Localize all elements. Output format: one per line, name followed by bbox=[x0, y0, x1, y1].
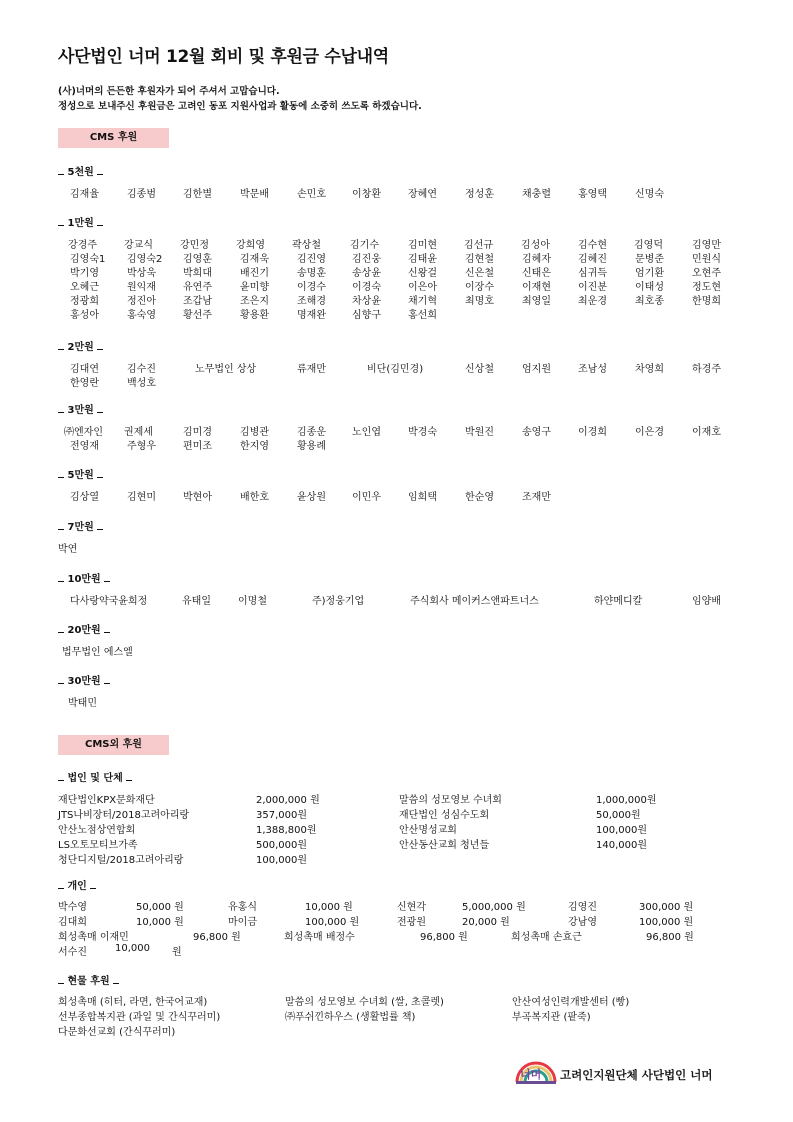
corp-section-label: 법인 및 단체 bbox=[58, 769, 132, 784]
donor-name: 김수현 bbox=[578, 240, 607, 251]
name-row bbox=[0, 306, 793, 320]
name-row bbox=[0, 185, 793, 199]
indiv-name: 희성촉매 이재민 bbox=[58, 932, 129, 943]
donor-name: 비단(김민경) bbox=[367, 364, 424, 375]
cms-group-amount: 2만원 bbox=[67, 342, 94, 353]
cms-group-amount: 3만원 bbox=[67, 405, 94, 416]
name-row bbox=[0, 250, 793, 264]
donor-name: 황용례 bbox=[297, 441, 326, 452]
donor-name: 하경주 bbox=[692, 364, 721, 375]
goods-section-label: 현물 후원 bbox=[58, 972, 119, 987]
donor-name: 김영훈 bbox=[183, 254, 212, 265]
donor-name: 박현아 bbox=[183, 492, 212, 503]
name-row bbox=[0, 374, 793, 388]
indiv-amount: 20,000 원 bbox=[462, 917, 510, 928]
cms-group-label bbox=[58, 338, 103, 353]
donor-name: 김상열 bbox=[70, 492, 99, 503]
donor-name: 정성훈 bbox=[465, 189, 494, 200]
donor-name: 이은경 bbox=[635, 427, 664, 438]
goods-row bbox=[0, 1023, 793, 1037]
name-row bbox=[0, 592, 793, 606]
donor-name: 김영만 bbox=[692, 240, 721, 251]
name-row bbox=[0, 488, 793, 502]
donor-name: 강민정 bbox=[180, 240, 209, 251]
donor-name: 김진영 bbox=[297, 254, 326, 265]
donor-name: 강희영 bbox=[236, 240, 265, 251]
goods-donor: 선부종합복지관 (과일 및 간식꾸러미) bbox=[58, 1012, 221, 1023]
label-underscore bbox=[97, 522, 103, 530]
name-row bbox=[0, 540, 793, 554]
donor-name: 강경주 bbox=[68, 240, 97, 251]
donor-name: 송명훈 bbox=[297, 268, 326, 279]
donor-name: 김재율 bbox=[70, 189, 99, 200]
label-underscore bbox=[97, 405, 103, 413]
corp-name: LS오토모티브가족 bbox=[58, 840, 138, 851]
intro-line-2: 정성으로 보내주신 후원금은 고려인 동포 지원사업과 활동에 소중히 쓰도록 하겠습니다. bbox=[58, 101, 422, 112]
donor-name: 조재만 bbox=[522, 492, 551, 503]
donor-name: 김미경 bbox=[183, 427, 212, 438]
indiv-name: 마이금 bbox=[228, 917, 257, 928]
cms-group-amount: 10만원 bbox=[67, 574, 101, 585]
indiv-amount: 100,000 원 bbox=[305, 917, 360, 928]
donor-name: 박문배 bbox=[240, 189, 269, 200]
indiv-unit: 원 bbox=[172, 947, 182, 958]
donor-name: 김혜진 bbox=[578, 254, 607, 265]
donor-name: 송영구 bbox=[522, 427, 551, 438]
donor-name: 송상윤 bbox=[352, 268, 381, 279]
indiv-name: 전광원 bbox=[397, 917, 426, 928]
donor-name: 김현미 bbox=[127, 492, 156, 503]
indiv-name: 김대희 bbox=[58, 917, 87, 928]
corp-amount: 140,000원 bbox=[596, 840, 648, 851]
noncms-section-header: CMS외 후원 bbox=[58, 735, 169, 755]
donor-name: 김성아 bbox=[521, 240, 550, 251]
corp-row bbox=[0, 836, 793, 850]
goods-row bbox=[0, 1008, 793, 1022]
donor-name: 엄기환 bbox=[635, 268, 664, 279]
donor-name: 신상철 bbox=[465, 364, 494, 375]
donor-name: 오현주 bbox=[692, 268, 721, 279]
donor-name: 노인엽 bbox=[352, 427, 381, 438]
donor-name: 권제세 bbox=[124, 427, 153, 438]
donor-name: 한순영 bbox=[465, 492, 494, 503]
label-underscore bbox=[58, 405, 64, 413]
corp-row bbox=[0, 791, 793, 805]
donor-name: 홍숙영 bbox=[127, 310, 156, 321]
donor-name: 주)정웅기업 bbox=[312, 596, 365, 607]
label-underscore bbox=[97, 470, 103, 478]
donor-name: 이경수 bbox=[297, 282, 326, 293]
donor-name: 박태민 bbox=[68, 698, 97, 709]
name-row bbox=[0, 694, 793, 708]
goods-donor: 희성촉매 (히터, 라면, 한국어교재) bbox=[58, 997, 208, 1008]
donor-name: 정진아 bbox=[127, 296, 156, 307]
donor-name: 명재완 bbox=[297, 310, 326, 321]
cms-group-label bbox=[58, 570, 110, 585]
donor-name: 유연주 bbox=[183, 282, 212, 293]
donor-name: 조은지 bbox=[240, 296, 269, 307]
goods-donor: 안산여성인력개발센터 (빵) bbox=[512, 997, 630, 1008]
indiv-name: 유홍식 bbox=[228, 902, 257, 913]
corp-name: 재단법인 성심수도회 bbox=[399, 810, 490, 821]
donor-name: 이태성 bbox=[635, 282, 664, 293]
label-underscore bbox=[58, 625, 64, 633]
goods-donor: 말씀의 성모영보 수녀회 (쌀, 초콜렛) bbox=[285, 997, 444, 1008]
donor-name: 임희택 bbox=[408, 492, 437, 503]
cms-group-amount: 5만원 bbox=[67, 470, 94, 481]
indiv-section-label: 개인 bbox=[58, 877, 96, 892]
name-row bbox=[0, 360, 793, 374]
indiv-name: 서수진 bbox=[58, 947, 87, 958]
name-row bbox=[0, 292, 793, 306]
label-underscore bbox=[104, 625, 110, 633]
donor-name: 하얀메디칼 bbox=[594, 596, 643, 607]
corp-amount: 357,000원 bbox=[256, 810, 308, 821]
goods-donor: 부곡복지관 (팥죽) bbox=[512, 1012, 591, 1023]
indiv-name: 희성촉매 배정수 bbox=[284, 932, 355, 943]
donor-name: 홍성아 bbox=[70, 310, 99, 321]
goods-row bbox=[0, 993, 793, 1007]
corp-name: 안산노점상연합회 bbox=[58, 825, 136, 836]
donor-name: 박기영 bbox=[70, 268, 99, 279]
donor-name: 조남성 bbox=[578, 364, 607, 375]
donor-name: 이장수 bbox=[465, 282, 494, 293]
corp-row bbox=[0, 851, 793, 865]
donor-name: 김기수 bbox=[350, 240, 379, 251]
donor-name: 주식회사 메이커스앤파트너스 bbox=[410, 596, 539, 607]
donor-name: 편미조 bbox=[183, 441, 212, 452]
corp-row bbox=[0, 821, 793, 835]
donor-name: 이민우 bbox=[352, 492, 381, 503]
donor-name: 박연 bbox=[58, 544, 78, 555]
donor-name: 김선규 bbox=[464, 240, 493, 251]
cms-group-label bbox=[58, 214, 103, 229]
donor-name: 심귀득 bbox=[578, 268, 607, 279]
donor-name: 오혜근 bbox=[70, 282, 99, 293]
corp-name: 말씀의 성모영보 수녀회 bbox=[399, 795, 502, 806]
cms-group-label bbox=[58, 401, 103, 416]
donor-name: 김태윤 bbox=[408, 254, 437, 265]
donor-name: 한영란 bbox=[70, 378, 99, 389]
donor-name: 차상윤 bbox=[352, 296, 381, 307]
donor-name: 윤미향 bbox=[240, 282, 269, 293]
indiv-amount: 10,000 원 bbox=[136, 917, 184, 928]
donor-name: 김영덕 bbox=[634, 240, 663, 251]
indiv-name: 김영진 bbox=[568, 902, 597, 913]
cms-group-label bbox=[58, 466, 103, 481]
label-underscore bbox=[58, 522, 64, 530]
donor-name: 김영숙2 bbox=[127, 254, 163, 265]
donor-name: 배진기 bbox=[240, 268, 269, 279]
label-underscore bbox=[104, 676, 110, 684]
donor-name: 이명철 bbox=[238, 596, 267, 607]
label-underscore bbox=[58, 167, 64, 175]
donor-name: 전영재 bbox=[70, 441, 99, 452]
donor-name: 박원진 bbox=[465, 427, 494, 438]
donor-name: 임양배 bbox=[692, 596, 721, 607]
donor-name: 노무법인 상상 bbox=[195, 364, 257, 375]
donor-name: 김한별 bbox=[183, 189, 212, 200]
label-underscore bbox=[104, 574, 110, 582]
indiv-amount: 300,000 원 bbox=[639, 902, 694, 913]
donor-name: 최명호 bbox=[465, 296, 494, 307]
indiv-amount: 10,000 원 bbox=[305, 902, 353, 913]
corp-amount: 2,000,000 원 bbox=[256, 795, 320, 806]
name-row bbox=[0, 278, 793, 292]
logo-text: 너머 bbox=[520, 1068, 542, 1081]
donor-name: 조해경 bbox=[297, 296, 326, 307]
indiv-amount: 100,000 원 bbox=[639, 917, 694, 928]
footer-org-name: 고려인지원단체 사단법인 너머 bbox=[560, 1068, 713, 1082]
donor-name: 엄지원 bbox=[522, 364, 551, 375]
cms-group-label bbox=[58, 621, 110, 636]
indiv-name: 희성촉매 손효근 bbox=[511, 932, 582, 943]
corp-amount: 50,000원 bbox=[596, 810, 641, 821]
donor-name: 김대연 bbox=[70, 364, 99, 375]
name-row bbox=[0, 236, 793, 250]
label-underscore bbox=[58, 676, 64, 684]
donor-name: 강교식 bbox=[124, 240, 153, 251]
donor-name: 원익재 bbox=[127, 282, 156, 293]
donor-name: 채기혁 bbox=[408, 296, 437, 307]
corp-amount: 100,000원 bbox=[256, 855, 308, 866]
donor-name: 조갑남 bbox=[183, 296, 212, 307]
corp-name: 안산명성교회 bbox=[399, 825, 457, 836]
donor-name: 한명희 bbox=[692, 296, 721, 307]
donor-name: 김종범 bbox=[127, 189, 156, 200]
donor-name: 이재현 bbox=[522, 282, 551, 293]
donor-name: 김종운 bbox=[297, 427, 326, 438]
cms-group-amount: 30만원 bbox=[67, 676, 101, 687]
corp-amount: 1,388,800원 bbox=[256, 825, 317, 836]
corp-name: 안산동산교회 청년들 bbox=[399, 840, 490, 851]
corp-amount: 100,000원 bbox=[596, 825, 648, 836]
corp-name: 재단법인KPX문화재단 bbox=[58, 795, 155, 806]
donor-name: 이창환 bbox=[352, 189, 381, 200]
name-row bbox=[0, 264, 793, 278]
donor-name: 신태은 bbox=[522, 268, 551, 279]
indiv-row bbox=[0, 898, 793, 912]
donor-name: 채충렬 bbox=[522, 189, 551, 200]
label-underscore bbox=[58, 342, 64, 350]
cms-group-label bbox=[58, 518, 103, 533]
donor-name: 이경숙 bbox=[352, 282, 381, 293]
name-row bbox=[0, 437, 793, 451]
name-row bbox=[0, 423, 793, 437]
label-underscore bbox=[58, 218, 64, 226]
donor-name: 신왕걸 bbox=[408, 268, 437, 279]
donor-name: 류재만 bbox=[297, 364, 326, 375]
page-title: 사단법인 너머 12월 회비 및 후원금 수납내역 bbox=[58, 47, 389, 67]
indiv-amount: 5,000,000 원 bbox=[462, 902, 526, 913]
donor-name: 윤상원 bbox=[297, 492, 326, 503]
donor-name: 김현철 bbox=[465, 254, 494, 265]
indiv-amount: 50,000 원 bbox=[136, 902, 184, 913]
cms-group-label bbox=[58, 163, 103, 178]
indiv-name: 박수영 bbox=[58, 902, 87, 913]
indiv-amount: 96,800 원 bbox=[193, 932, 241, 943]
donor-name: 최호종 bbox=[635, 296, 664, 307]
indiv-row bbox=[0, 928, 793, 942]
donor-name: 박희대 bbox=[183, 268, 212, 279]
donor-name: 김미현 bbox=[408, 240, 437, 251]
donor-name: 주형우 bbox=[127, 441, 156, 452]
donor-name: 신명숙 bbox=[635, 189, 664, 200]
donor-name: 최영일 bbox=[522, 296, 551, 307]
donor-name: 민원식 bbox=[692, 254, 721, 265]
corp-amount: 1,000,000원 bbox=[596, 795, 657, 806]
corp-row bbox=[0, 806, 793, 820]
label-underscore bbox=[58, 574, 64, 582]
corp-amount: 500,000원 bbox=[256, 840, 308, 851]
label-underscore bbox=[97, 167, 103, 175]
donor-name: 장혜연 bbox=[408, 189, 437, 200]
donor-name: 배한호 bbox=[240, 492, 269, 503]
donor-name: 심향구 bbox=[352, 310, 381, 321]
label-underscore bbox=[97, 342, 103, 350]
indiv-amount: 96,800 원 bbox=[420, 932, 468, 943]
intro-line-1: (사)너머의 든든한 후원자가 되어 주셔서 고맙습니다. bbox=[58, 86, 280, 97]
cms-group-amount: 1만원 bbox=[67, 218, 94, 229]
indiv-name: 강남영 bbox=[568, 917, 597, 928]
donor-name: 정도현 bbox=[692, 282, 721, 293]
donor-name: 이경희 bbox=[578, 427, 607, 438]
cms-group-label bbox=[58, 672, 110, 687]
donor-name: 박경숙 bbox=[408, 427, 437, 438]
donor-name: 백성호 bbox=[127, 378, 156, 389]
donor-name: 황용환 bbox=[240, 310, 269, 321]
cms-group-amount: 5천원 bbox=[67, 167, 94, 178]
donor-name: 김영숙1 bbox=[70, 254, 106, 265]
donor-name: 손민호 bbox=[297, 189, 326, 200]
name-row bbox=[0, 643, 793, 657]
donor-name: 이재호 bbox=[692, 427, 721, 438]
donor-name: 정광희 bbox=[70, 296, 99, 307]
donor-name: ㈜엔자인 bbox=[64, 427, 103, 438]
donor-name: 최운경 bbox=[578, 296, 607, 307]
donor-name: 이진분 bbox=[578, 282, 607, 293]
donor-name: 김수진 bbox=[127, 364, 156, 375]
donor-name: 황선주 bbox=[183, 310, 212, 321]
indiv-amount: 10,000 bbox=[115, 943, 150, 954]
goods-donor: ㈜푸쉬낀하우스 (생활법률 책) bbox=[285, 1012, 416, 1023]
donor-name: 홍영택 bbox=[578, 189, 607, 200]
indiv-row bbox=[0, 913, 793, 927]
donor-name: 김재욱 bbox=[240, 254, 269, 265]
cms-group-amount: 7만원 bbox=[67, 522, 94, 533]
donor-name: 박상욱 bbox=[127, 268, 156, 279]
corp-name: JTS나비장터/2018고려아리랑 bbox=[58, 810, 190, 821]
donor-name: 차영희 bbox=[635, 364, 664, 375]
donor-name: 김진웅 bbox=[352, 254, 381, 265]
donor-name: 김병관 bbox=[240, 427, 269, 438]
corp-name: 청단디지털/2018고려아리랑 bbox=[58, 855, 184, 866]
donor-name: 한지영 bbox=[240, 441, 269, 452]
donor-name: 곽상철 bbox=[292, 240, 321, 251]
donor-name: 유태일 bbox=[182, 596, 211, 607]
donor-name: 다사랑약국윤희정 bbox=[70, 596, 148, 607]
goods-donor: 다문화선교회 (간식꾸러미) bbox=[58, 1027, 176, 1038]
indiv-amount: 96,800 원 bbox=[646, 932, 694, 943]
donor-name: 문병준 bbox=[635, 254, 664, 265]
cms-section-header: CMS 후원 bbox=[58, 128, 169, 148]
donor-name: 이은아 bbox=[408, 282, 437, 293]
indiv-name: 신현각 bbox=[397, 902, 426, 913]
cms-group-amount: 20만원 bbox=[67, 625, 101, 636]
donor-name: 법무법인 에스엘 bbox=[62, 647, 133, 658]
donor-name: 김혜자 bbox=[522, 254, 551, 265]
label-underscore bbox=[97, 218, 103, 226]
donor-name: 신은철 bbox=[465, 268, 494, 279]
label-underscore bbox=[58, 470, 64, 478]
indiv-row bbox=[0, 943, 793, 957]
donor-name: 홍선희 bbox=[408, 310, 437, 321]
